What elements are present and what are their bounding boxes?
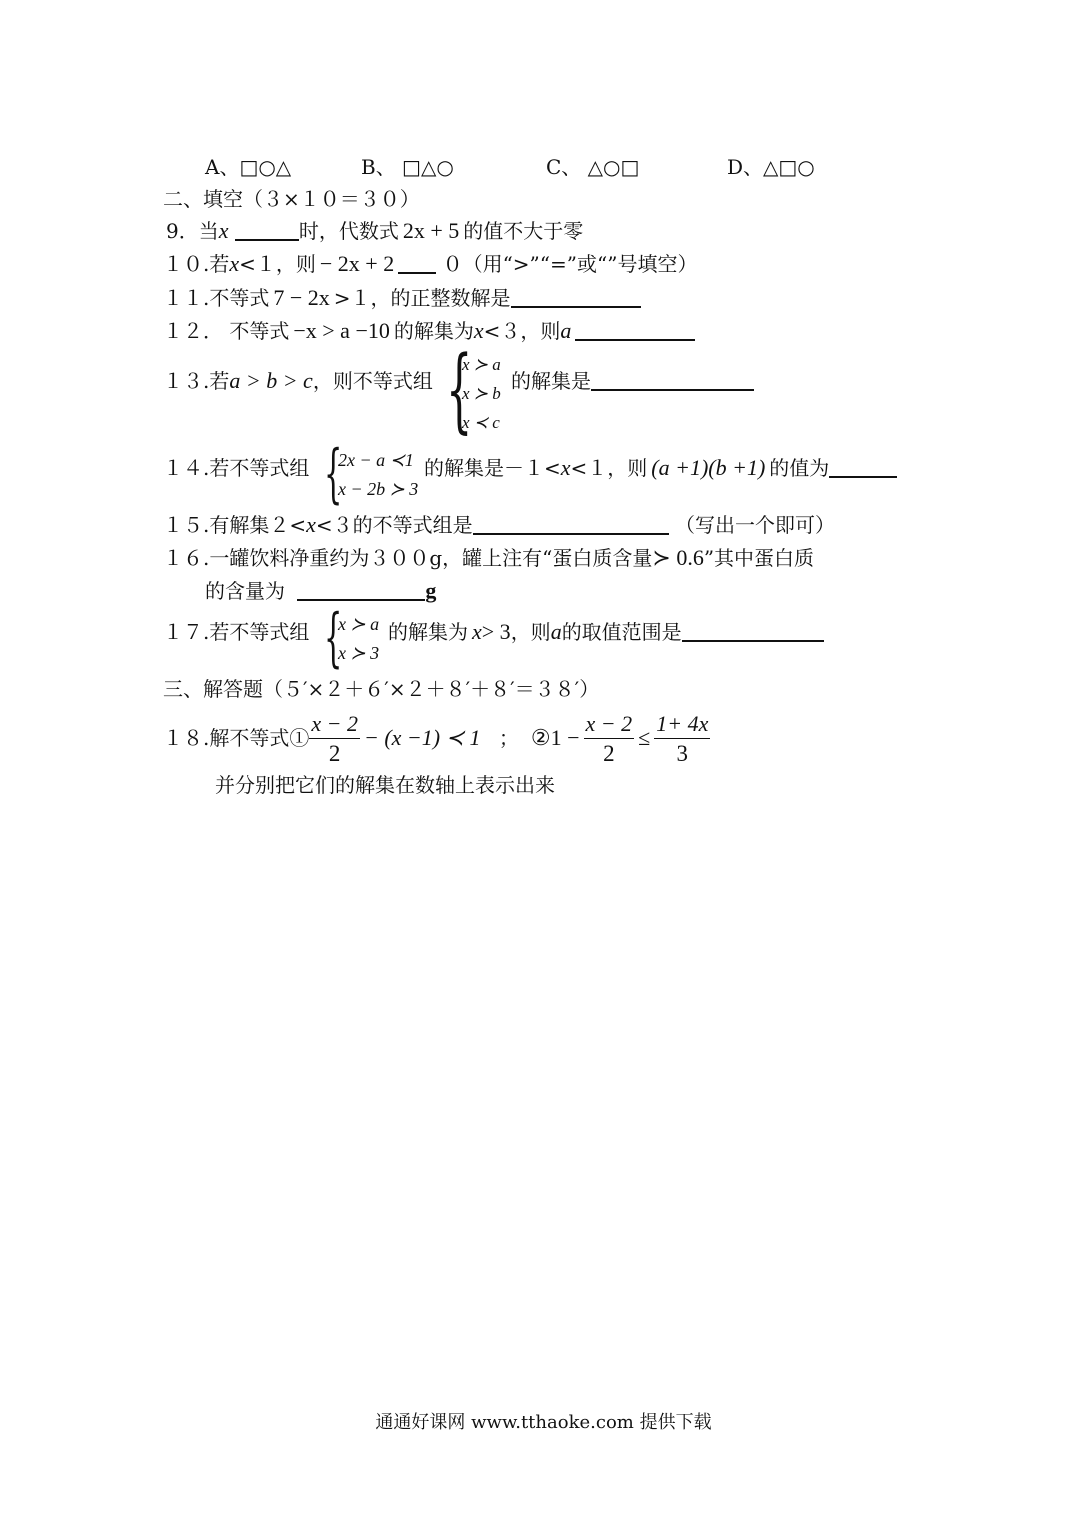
q10-answer-blank[interactable] [398, 252, 436, 274]
q10-cond2: <１，则 [239, 252, 316, 276]
q17-var: a [550, 619, 562, 644]
q17-system-line: x ≻ 3 [338, 643, 380, 663]
question-11 [163, 285, 641, 311]
q13-tail: 的解集是 [511, 369, 591, 393]
question-15 [163, 512, 835, 538]
q14-system-line: x − 2b ≻ 3 [338, 479, 419, 499]
q17-system [338, 610, 379, 668]
q12-answer-blank[interactable] [575, 319, 695, 341]
q17-sol: x [472, 619, 482, 644]
q15-answer-blank[interactable] [473, 513, 669, 535]
q13-system-line: x ≻ b [462, 384, 501, 403]
q14-expr: (a +1)(b +1) [651, 455, 766, 480]
q18-frac1-den: 2 [328, 741, 341, 766]
q18-line2: 并分别把它们的解集在数轴上表示出来 [215, 773, 555, 797]
q16-answer-blank[interactable] [297, 579, 425, 601]
question-12 [163, 318, 695, 344]
q11-answer-blank[interactable] [511, 286, 641, 308]
q12-num: １２． 不等式 [163, 319, 290, 343]
q12-sol: x [473, 318, 484, 343]
q14-mid: 的解集是－１< [424, 456, 561, 480]
q17-rest [388, 619, 824, 645]
q18-frac3-den: 3 [676, 741, 689, 766]
q17-num: １７.若不等式组 [163, 620, 310, 644]
q16-expr: ≻ 0.6 [652, 545, 704, 570]
q17-system-line: x ≻ a [338, 614, 380, 634]
q13-system-line: x ≻ a [462, 355, 501, 374]
q15-tail: （写出一个即可） [675, 513, 836, 537]
q9-expr: 2x + 5 [402, 218, 460, 243]
q12-expr: −x > a −10 [293, 318, 390, 343]
q18-fraction-2 [584, 710, 635, 769]
q13-system [462, 350, 501, 437]
q13-answer-blank[interactable] [591, 369, 754, 391]
q9-num: 9．当 [166, 219, 219, 243]
q16-unit: g [425, 578, 437, 603]
q17-answer-blank[interactable] [682, 620, 824, 642]
q17-mid2: ，则 [510, 620, 551, 644]
q17-sol2: > 3 [481, 619, 511, 644]
choice-c: C、 △○□ [546, 155, 640, 179]
choice-d: D、△□○ [727, 155, 815, 179]
q14-system [338, 446, 418, 504]
section-title-solve: 三、解答题（５′×２＋６′×２＋８′＋８′＝３８′） [163, 677, 600, 701]
question-18 [163, 708, 710, 769]
question-14 [163, 455, 309, 481]
question-16 [163, 545, 814, 571]
q18-le: ≤ [638, 725, 651, 750]
question-17 [163, 619, 309, 645]
question-16-line2 [205, 578, 436, 604]
q18-part1: − (x −1) ≺ 1 [363, 725, 481, 750]
q12-sol2: <３，则 [483, 319, 561, 343]
q10-tail: ０（用“>”“=”或“”号填空） [442, 252, 698, 276]
q9-answer-blank[interactable] [235, 219, 299, 241]
q14-num: １４.若不等式组 [163, 456, 310, 480]
q12-var: a [560, 318, 572, 343]
q14-rest [424, 455, 897, 481]
q15-var: x [306, 512, 316, 537]
q18-num: １８.解不等式① [163, 726, 310, 750]
q13-tail-line [511, 368, 754, 394]
q9-end: 的值不大于零 [463, 219, 584, 243]
q13-num: １３.若 [163, 369, 230, 393]
q13-brace: { [446, 336, 473, 443]
q18-fraction-1 [309, 710, 360, 769]
q14-answer-blank[interactable] [829, 456, 897, 478]
question-13 [163, 368, 433, 394]
q14-brace: { [324, 437, 343, 511]
choice-a: A、□○△ [205, 155, 292, 179]
q18-frac3-num: 1+ 4x [654, 710, 710, 739]
q14-system-line: 2x − a ≺1 [338, 450, 414, 470]
question-10 [163, 251, 697, 277]
q16-line2: 的含量为 [205, 579, 285, 603]
q18-mark2: ②1 − [530, 725, 580, 750]
q11-tail: >１，的正整数解是 [333, 286, 511, 310]
q17-brace: { [324, 601, 343, 675]
q18-fraction-3 [654, 710, 710, 769]
q17-tail: 的取值范围是 [561, 620, 682, 644]
q14-var: x [560, 455, 571, 480]
q11-num: １１.不等式 [163, 286, 270, 310]
q18-sep: ； [498, 726, 519, 750]
choice-b: B、 □△○ [361, 155, 454, 179]
q14-mid2: <１，则 [570, 456, 648, 480]
q17-mid: 的解集为 [388, 620, 468, 644]
q18-frac2-den: 2 [603, 741, 615, 766]
q13-cond: a > b > c [229, 368, 313, 393]
q10-expr: − 2x + 2 [319, 251, 395, 276]
section-title-fill-blank: 二、填空（３×１０＝３０） [163, 187, 420, 211]
q11-expr: 7 − 2x [273, 285, 330, 310]
q12-mid: 的解集为 [393, 319, 474, 343]
q14-tail: 的值为 [769, 456, 830, 480]
q13-system-line: x ≺ c [462, 413, 500, 432]
question-9 [166, 218, 583, 244]
q10-cond: x [229, 251, 240, 276]
q18-frac2-num: x − 2 [584, 710, 635, 739]
q16-line1: １６.一罐饮料净重约为３００g，罐上注有“蛋白质含量 [163, 546, 653, 570]
q9-tail: 时，代数式 [298, 219, 399, 243]
q9-var: x [218, 218, 229, 243]
q10-num: １０.若 [163, 252, 230, 276]
q13-mid: ，则不等式组 [312, 369, 433, 393]
footer-source: 通通好课网 www.tthaoke.com 提供下载 [375, 1412, 712, 1433]
q15-text: １５.有解集２< [163, 513, 307, 537]
q16-line1b: ”其中蛋白质 [703, 546, 815, 570]
q18-frac1-num: x − 2 [309, 710, 360, 739]
q15-text2: <３的不等式组是 [315, 513, 473, 537]
